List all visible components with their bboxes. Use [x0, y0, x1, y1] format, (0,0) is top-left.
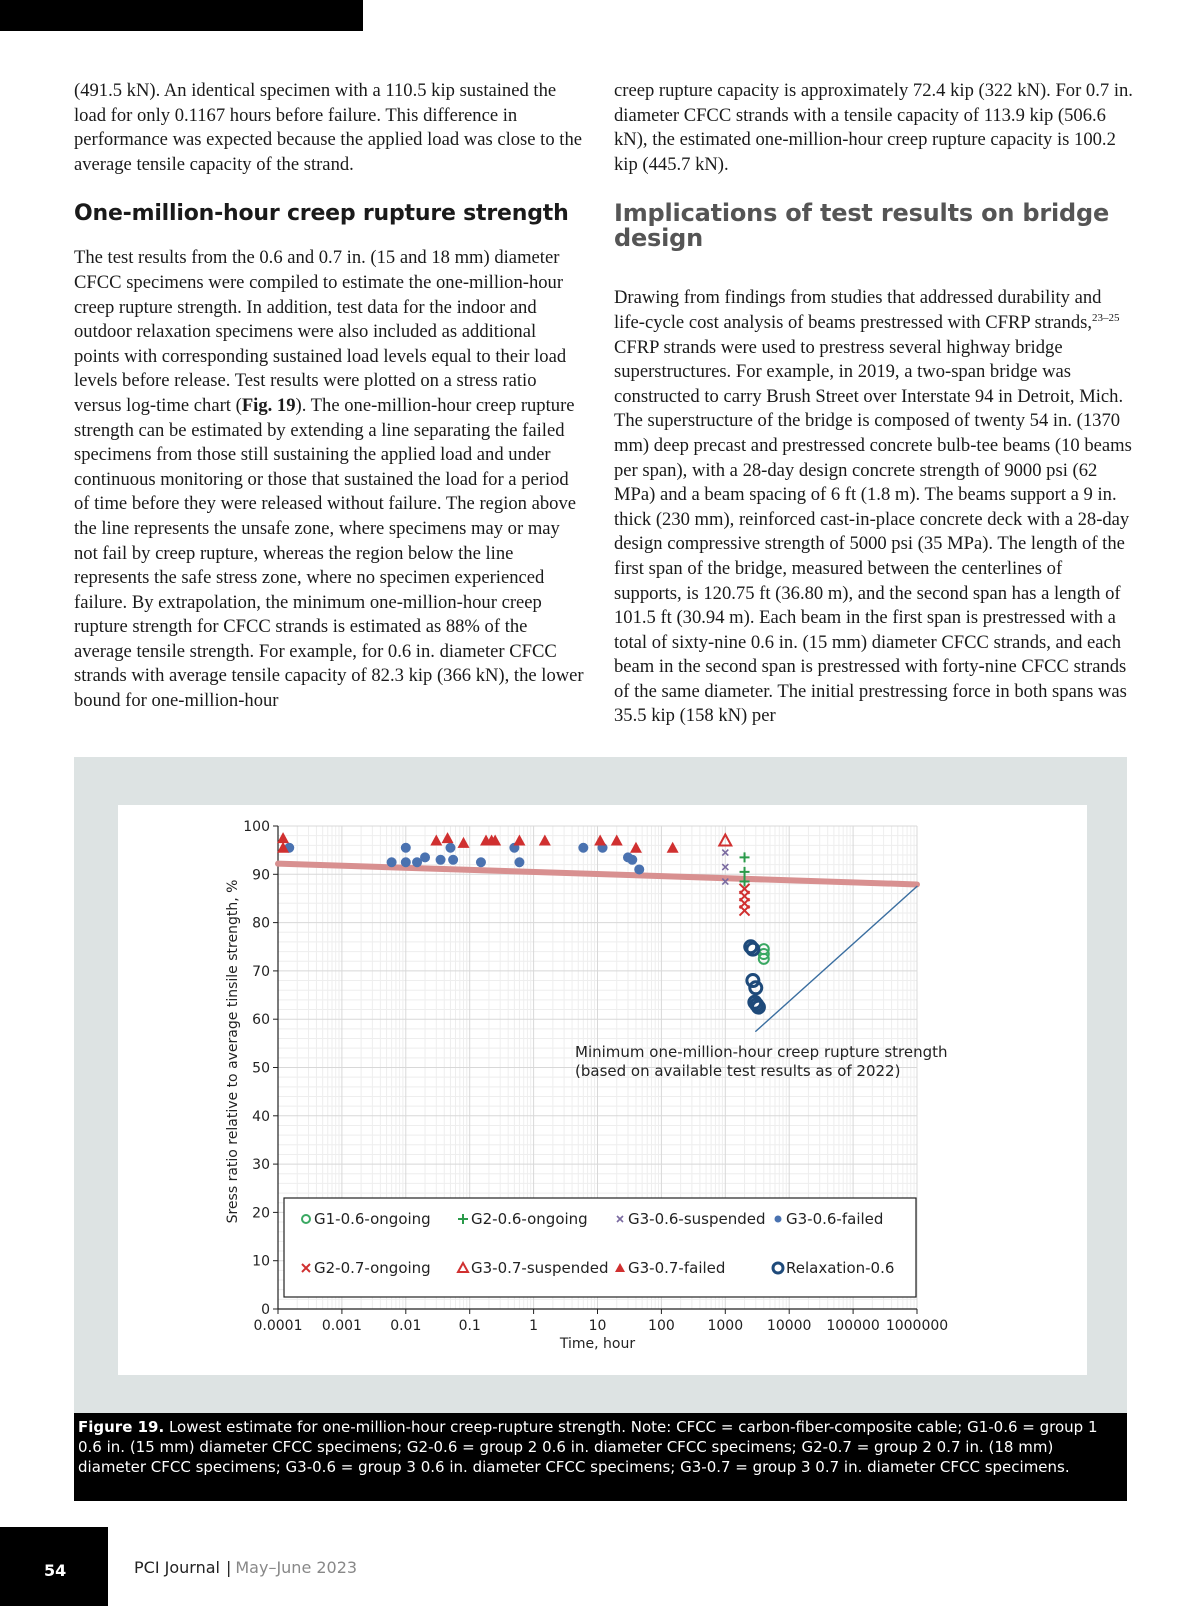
y-tick-label: 30 — [252, 1157, 270, 1174]
figure-caption — [74, 1413, 1127, 1501]
y-tick-label: 40 — [252, 1108, 270, 1125]
right-body-paragraph — [614, 286, 1134, 729]
g3-06-failed-point — [627, 855, 637, 865]
x-axis-label: Time, hour — [559, 1336, 636, 1352]
left-intro-paragraph: (491.5 kN). An identical specimen with a 110.5 kip sustained the load for only 0.1167 hours before failure. This difference in performance was expected because the applied load was close to the average tensile capacity of the strand. — [74, 80, 583, 175]
x-tick-label: 1000000 — [885, 1318, 949, 1334]
g3-06-failed-point — [420, 852, 430, 862]
left-body-part-1: The test results from the 0.6 and 0.7 in. (15 and 18 mm) diameter CFCC specimens were compiled to estimate the one-million-hour creep rupture strength. In addition, test data for the indoor and outdoor relaxation specimens were also included as additional points with corresponding sustained load levels equal to their load levels before release. Test results were plotted on a stress ratio versus log-time chart ( — [74, 247, 567, 416]
legend-label: G3-0.7-suspended — [471, 1259, 609, 1277]
g3-07-failed-point — [630, 842, 642, 853]
g3-06-failed-point — [445, 843, 455, 853]
journal-issue: May–June 2023 — [235, 1558, 358, 1577]
right-column — [614, 79, 1134, 729]
chart-panel — [118, 805, 1087, 1375]
right-intro-paragraph: creep rupture capacity is approximately 72.4 kip (322 kN). For 0.7 in. diameter CFCC strands with a tensile capacity of 113.9 kip (506.6 kN), the estimated one-million-hour creep rupture capacity is 100.2 kip (445.7 kN). — [614, 80, 1133, 175]
legend-label: G3-0.6-failed — [786, 1210, 884, 1228]
y-tick-label: 0 — [261, 1302, 270, 1318]
g3-07-failed-point — [277, 832, 289, 843]
left-body-part-2: ). The one-million-hour creep rupture strength can be estimated by extending a line separating the failed specimens from those still sustaining the applied load and under continuous monitoring or those that sustained the load for a period of time before they were released without failure. The region above the line represents the unsafe zone, where specimens may or may not fail by creep rupture, whereas the region below the line represents the safe stress zone, where no specimen experienced failure. By extrapolation, the minimum one-million-hour creep rupture strength for CFCC strands is estimated as 88% of the average tensile strength. For example, for 0.6 in. diameter CFCC strands with average tensile capacity of 82.3 kip (366 kN), the lower bound for one-million-hour — [74, 394, 584, 712]
x-tick-label: 100 — [648, 1318, 675, 1334]
citation-superscript[interactable]: 23–25 — [1092, 311, 1120, 324]
x-tick-label: 0.01 — [390, 1318, 422, 1334]
g3-06-failed-point — [401, 843, 411, 853]
g3-06-failed-point — [436, 855, 446, 865]
right-body-part-1: Drawing from findings from studies that addressed durability and life-cycle cost analysis of beams prestressed with CFRP strands, — [614, 287, 1102, 333]
y-tick-label: 60 — [252, 1012, 270, 1029]
legend-label: G3-0.7-failed — [628, 1259, 726, 1277]
creep-rupture-chart — [118, 805, 1087, 1375]
y-tick-label: 10 — [252, 1253, 270, 1270]
g2-06-ongoing-point — [740, 852, 750, 862]
legend-label: G2-0.7-ongoing — [314, 1259, 431, 1277]
x-tick-label: 1 — [529, 1318, 539, 1334]
figure-reference[interactable]: Fig. 19 — [241, 394, 296, 416]
annotation-line-1: Minimum one-million-hour creep rupture strength — [575, 1043, 948, 1061]
legend-label: G2-0.6-ongoing — [471, 1210, 588, 1228]
section-heading-creep-rupture: One-million-hour creep rupture strength — [74, 201, 569, 227]
g2-06-ongoing-point — [740, 867, 750, 877]
left-body-paragraph — [74, 246, 584, 713]
legend-label: G1-0.6-ongoing — [314, 1210, 431, 1228]
y-axis-label: Sress ratio relative to average tinsile strength, % — [225, 879, 241, 1224]
caption-text: Lowest estimate for one-million-hour creep-rupture strength. Note: CFCC = carbon-fiber-composite cable; G1-0.6 = group 1 0.6 in. (15 mm) diameter CFCC specimens; G2-0.6 = group 2 0.6 in. diameter CFCC specimens; G2-0.7 = group 2 0.7 in. (18 mm) diameter CFCC specimens; G3-0.6 = group 3 0.6 in. diameter CFCC specimens; G3-0.7 = group 3 0.7 in. diameter CFCC specimens. — [78, 1418, 1098, 1476]
right-body-part-2: CFRP strands were used to prestress several highway bridge superstructures. For example, in 2019, a two-span bridge was constructed to carry Brush Street over Interstate 94 in Detroit, Mich. The superstructure of the bridge is composed of twenty 54 in. (1370 mm) deep precast and prestressed concrete bulb-tee beams (10 beams per span), with a 28-day design concrete strength of 9000 psi (62 MPa) and a beam spacing of 6 ft (1.8 m). The beams support a 9 in. thick (230 mm), reinforced cast-in-place concrete deck with a 28-day design compressive strength of 5000 psi (35 MPa). The length of the first span of the bridge, measured between the centerlines of supports, is 120.75 ft (36.80 m), and the second span has a length of 101.5 ft (30.94 m). Each beam in the first span is prestressed with a total of sixty-nine 0.6 in. (15 mm) diameter CFCC strands, and each beam in the second span is prestressed with forty-nine CFCC strands of the same diameter. The initial prestressing force in both spans was 35.5 kip (158 kN) per — [614, 336, 1132, 727]
journal-footer — [134, 1558, 357, 1577]
x-tick-label: 1000 — [707, 1318, 744, 1334]
x-tick-label: 0.0001 — [253, 1318, 303, 1334]
y-tick-label: 20 — [252, 1205, 270, 1222]
section-heading-bridge-design: Implications of test results on bridge design — [614, 199, 1110, 252]
y-tick-label: 90 — [252, 867, 270, 884]
journal-name: PCI Journal — [134, 1558, 220, 1577]
y-tick-label: 100 — [243, 819, 270, 835]
legend-marker — [775, 1216, 782, 1223]
x-tick-label: 10000 — [766, 1318, 812, 1334]
g3-06-failed-point — [448, 855, 458, 865]
g3-07-failed-point — [442, 832, 454, 843]
y-tick-label: 50 — [252, 1060, 270, 1077]
g3-06-failed-point — [514, 857, 524, 867]
footer-separator: | — [225, 1558, 232, 1577]
g3-06-failed-point — [476, 857, 486, 867]
g3-07-failed-point — [667, 842, 679, 853]
x-tick-label: 0.001 — [321, 1318, 362, 1334]
annotation-line-2: (based on available test results as of 2022) — [575, 1062, 901, 1080]
y-tick-label: 80 — [252, 915, 270, 932]
caption-label: Figure 19. — [78, 1418, 165, 1436]
legend-label: G3-0.6-suspended — [628, 1210, 766, 1228]
g3-06-failed-point — [401, 857, 411, 867]
g3-06-failed-point — [634, 864, 644, 874]
x-tick-label: 0.1 — [458, 1318, 481, 1334]
g3-06-failed-point — [578, 843, 588, 853]
y-tick-label: 70 — [252, 963, 270, 980]
left-column — [74, 79, 584, 714]
page-number: 54 — [44, 1561, 67, 1580]
x-tick-label: 10 — [588, 1318, 607, 1334]
legend-label: Relaxation-0.6 — [786, 1259, 895, 1277]
g3-06-failed-point — [387, 857, 397, 867]
x-tick-label: 100000 — [826, 1318, 880, 1334]
figure-19 — [74, 757, 1127, 1501]
top-header-bar — [0, 0, 363, 31]
